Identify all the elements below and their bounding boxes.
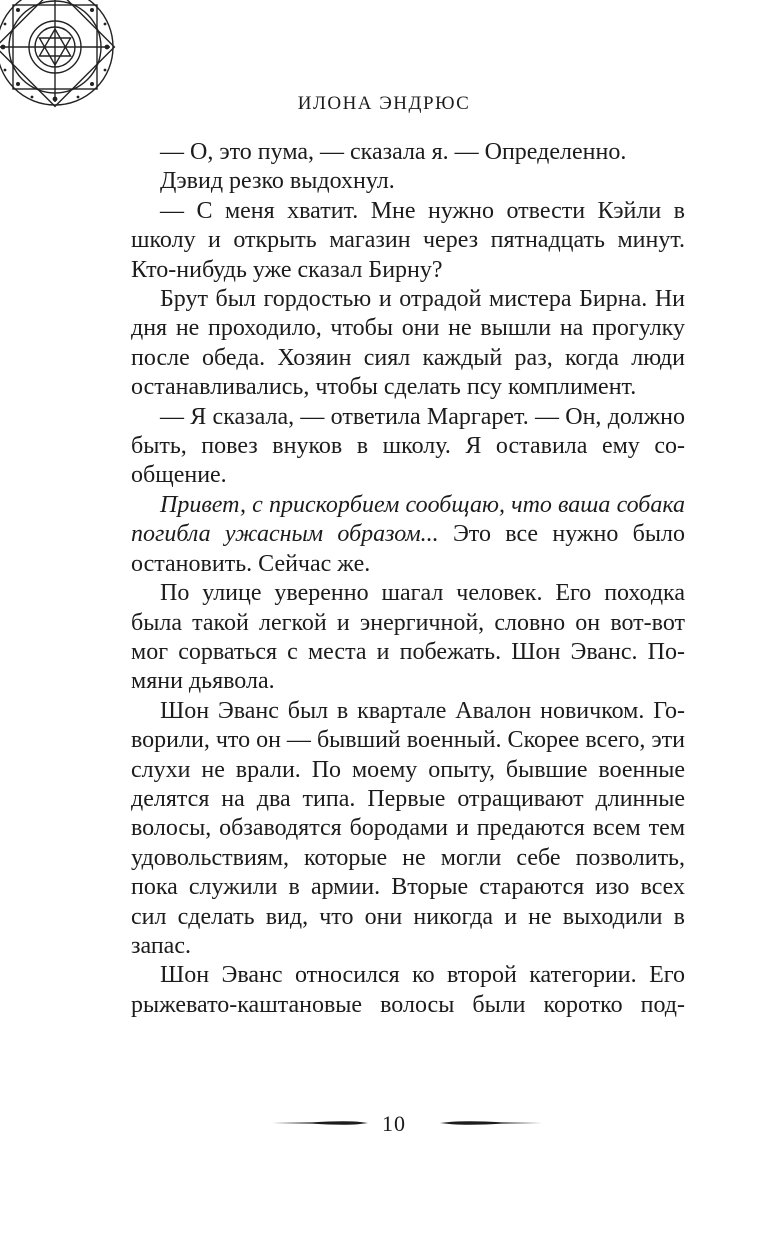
paragraph: — Я сказала, — ответила Маргарет. — Он, должно быть, повез внуков в школу. Я оставила ему сообщение. bbox=[131, 403, 685, 489]
paragraph: — О, это пума, — сказала я. — Определенно. bbox=[160, 139, 627, 165]
page-body bbox=[131, 138, 685, 1020]
page-footer bbox=[0, 1109, 768, 1139]
paragraph-text: Это все нужно было остановить. Сейчас же. bbox=[131, 521, 685, 577]
paragraph: Шон Эванс относился ко второй категории. Его рыжевато-каштановые волосы были коротко под- bbox=[131, 962, 685, 1018]
right-ornamental-rule-icon bbox=[440, 1119, 542, 1127]
running-header: ИЛОНА ЭНДРЮС bbox=[297, 93, 471, 114]
paragraph bbox=[131, 491, 685, 579]
left-ornamental-rule-icon bbox=[272, 1119, 368, 1127]
paragraph: Брут был гордостью и отрадой мистера Бирна. Ни дня не проходило, чтобы они не вышли на прогулку после обеда. Хозяин сиял каждый раз, когда люди останавливались, чтобы сделать псу комплимент. bbox=[131, 286, 685, 401]
magic-circle-hexagram-icon bbox=[0, 0, 116, 108]
paragraph: По улице уверенно шагал человек. Его походка была такой легкой и энергичной, словно он вот-вот мог сорваться с места и побежать. Шон Эванс. Помяни дьявола. bbox=[131, 580, 685, 695]
paragraph: — С меня хватит. Мне нужно отвести Кэйли в школу и открыть магазин через пятнадцать минут. Кто-нибудь уже сказал Бирну? bbox=[131, 197, 685, 283]
paragraph: Дэвид резко выдохнул. bbox=[160, 168, 395, 195]
paragraph: Шон Эванс был в квартале Авалон новичком. Говорили, что он — бывший военный. Скорее всего, эти слухи не врали. По моему опыту, бывшие военные делятся на два типа. Первые отращивают длинные волосы, обзаводятся бородами и предаются всем тем удовольствиям, которые не могли себе позволить, пока служили в армии. Вторые стараются изо всех сил сделать вид, что они никогда и не выходили в запас. bbox=[131, 697, 685, 959]
italic-message: Привет, с прискорбием сообщаю, что ваша собака погибла ужасным образом... bbox=[131, 491, 685, 548]
page-number: 10 bbox=[382, 1111, 406, 1136]
